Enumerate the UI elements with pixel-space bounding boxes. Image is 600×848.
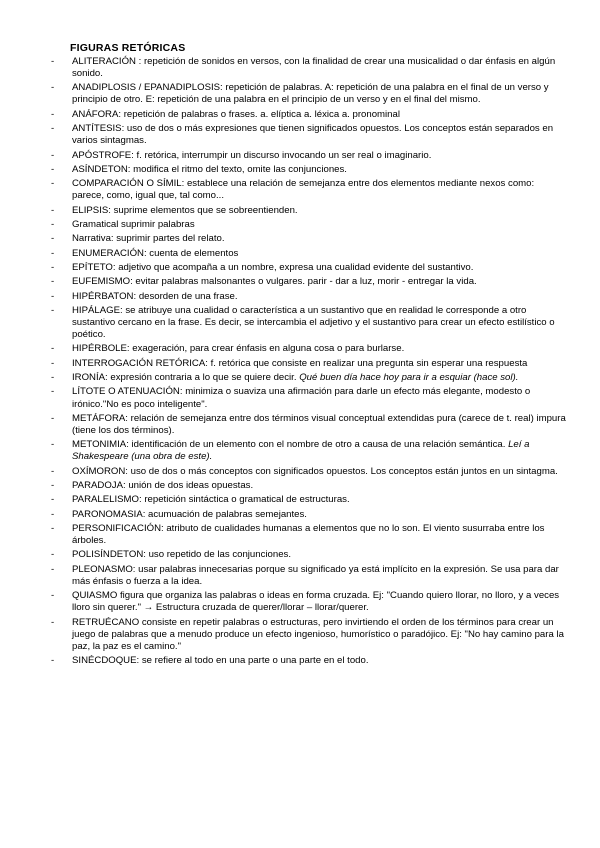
bullet-dash: - — [51, 412, 55, 424]
item-text: METÁFORA: relación de semejanza entre dos términos visual conceptual extendidas pura (carece de t. real) impura (tiene los dos términos). — [72, 412, 566, 436]
bullet-dash: - — [51, 218, 55, 230]
bullet-dash: - — [51, 479, 55, 491]
item-text: PARONOMASIA: acumuación de palabras semejantes. — [72, 508, 307, 520]
list-item — [0, 358, 600, 370]
figures-list — [0, 56, 600, 669]
list-item — [0, 219, 600, 231]
item-text: EUFEMISMO: evitar palabras malsonantes o vulgares. parir - dar a luz, morir - entregar la vida. — [72, 276, 477, 288]
item-example: Leí a Shakespeare (una obra de este). — [72, 439, 530, 463]
list-item — [0, 413, 600, 437]
list-item — [0, 248, 600, 260]
list-item — [0, 56, 600, 80]
item-text: PLEONASMO: usar palabras innecesarias porque su significado ya está implícito en la expresión. Se usa para dar más énfasis o fuerza a la idea. — [72, 563, 559, 587]
item-text: METONIMIA: identificación de un elemento con el nombre de otro a causa de una relación semántica. — [72, 439, 506, 451]
list-item — [0, 509, 600, 521]
item-example: Qué buen día hace hoy para ir a esquiar (hace sol). — [299, 372, 519, 384]
list-item — [0, 291, 600, 303]
list-item — [0, 150, 600, 162]
item-text: ANTÍTESIS: uso de dos o más expresiones que tienen significados opuestos. Los conceptos están separados en varios sintagmas. — [72, 123, 554, 147]
item-text: Narrativa: suprimir partes del relato. — [72, 233, 225, 245]
item-text: PARALELISMO: repetición sintáctica o gramatical de estructuras. — [72, 494, 350, 506]
bullet-dash: - — [51, 163, 55, 175]
bullet-dash: - — [51, 654, 55, 666]
item-text: HIPÉRBATON: desorden de una frase. — [72, 290, 238, 302]
item-text: POLISÍNDETON: uso repetido de las conjunciones. — [72, 549, 291, 561]
page-title: FIGURAS RETÓRICAS — [70, 42, 186, 54]
bullet-dash: - — [51, 523, 55, 535]
item-text: SINÉCDOQUE: se refiere al todo en una parte o una parte en el todo. — [72, 654, 369, 666]
list-item — [0, 372, 600, 384]
list-item — [0, 305, 600, 341]
item-text: PERSONIFICACIÓN: atributo de cualidades humanas a elementos que no lo son. El viento susurraba entre los árboles. — [72, 523, 545, 547]
bullet-dash: - — [51, 357, 55, 369]
list-item — [0, 466, 600, 478]
bullet-dash: - — [51, 372, 55, 384]
item-text: HIPÁLAGE: se atribuye una cualidad o característica a un sustantivo que en realidad le corresponde a otro sustantivo cercano en la frase. Es decir, se intercambia el adjetivo y el sustantivo para crear un efecto estilístico o poético. — [72, 305, 555, 341]
bullet-dash: - — [51, 82, 55, 94]
bullet-dash: - — [51, 56, 55, 67]
list-item — [0, 523, 600, 547]
list-item — [0, 233, 600, 245]
item-text: RETRUÉCANO consiste en repetir palabras o estructuras, pero invirtiendo el orden de los términos para crear un juego de palabras que a menudo produce un efecto ingenioso, humorístico o paradójico. Ej: "No hay camino para la paz, la paz es el camino." — [72, 616, 564, 652]
bullet-dash: - — [51, 305, 55, 316]
list-item — [0, 164, 600, 176]
bullet-dash: - — [51, 204, 55, 216]
list-item — [0, 386, 600, 410]
bullet-dash: - — [51, 590, 55, 602]
item-text: ALITERACIÓN : repetición de sonidos en versos, con la finalidad de crear una musicalidad o dar énfasis en algún sonido. — [72, 56, 556, 80]
bullet-dash: - — [51, 290, 55, 302]
item-text: EPÍTETO: adjetivo que acompaña a un nombre, expresa una cualidad evidente del sustantivo. — [72, 261, 474, 273]
list-item — [0, 549, 600, 561]
item-text: Gramatical suprimir palabras — [72, 218, 195, 230]
item-text: LÍTOTE O ATENUACIÓN: minimiza o suaviza una afirmación para darle un efecto más elegante, modesto o irónico."No es poco inteligente". — [72, 386, 531, 410]
bullet-dash: - — [51, 108, 55, 120]
item-text: PARADOJA: unión de dos ideas opuestas. — [72, 479, 254, 491]
list-item — [0, 590, 600, 614]
item-text: APÓSTROFE: f. retórica, interrumpir un discurso invocando un ser real o imaginario. — [72, 149, 432, 161]
item-text: INTERROGACIÓN RETÓRICA: f. retórica que consiste en realizar una pregunta sin esperar una respuesta — [72, 357, 528, 369]
item-text: COMPARACIÓN O SÍMIL: establece una relación de semejanza entre dos elementos mediante nexos como: parece, como, igual que, tal como... — [72, 178, 535, 202]
item-text: ELIPSIS: suprime elementos que se sobreentienden. — [72, 204, 298, 216]
item-text: ENUMERACIÓN: cuenta de elementos — [72, 247, 239, 259]
bullet-dash: - — [51, 178, 55, 190]
list-item — [0, 123, 600, 147]
bullet-dash: - — [51, 123, 55, 135]
list-item — [0, 439, 600, 463]
list-item — [0, 276, 600, 288]
item-text: ANÁFORA: repetición de palabras o frases. a. elíptica a. léxica a. pronominal — [72, 108, 400, 120]
list-item — [0, 480, 600, 492]
list-item — [0, 178, 600, 202]
list-item — [0, 343, 600, 355]
list-item — [0, 109, 600, 121]
bullet-dash: - — [51, 465, 55, 477]
item-text: IRONÍA: expresión contraria a lo que se quiere decir. — [72, 372, 297, 384]
list-item — [0, 205, 600, 217]
bullet-dash: - — [51, 616, 55, 628]
bullet-dash: - — [51, 494, 55, 506]
bullet-dash: - — [51, 247, 55, 259]
list-item — [0, 564, 600, 588]
list-item — [0, 494, 600, 506]
bullet-dash: - — [51, 149, 55, 161]
item-text: ANADIPLOSIS / EPANADIPLOSIS: repetición de palabras. A: repetición de una palabra en el final de un verso y principio de otro. E: repetición de una palabra en el principio de un verso y en el final del mismo. — [72, 82, 549, 106]
bullet-dash: - — [51, 508, 55, 520]
bullet-dash: - — [51, 261, 55, 273]
item-text: QUIASMO figura que organiza las palabras o ideas en forma cruzada. Ej: "Cuando quiero llorar, no lloro, y a veces lloro sin querer." → Estructura cruzada de querer/llorar – llorar/querer. — [72, 590, 560, 614]
list-item — [0, 262, 600, 274]
bullet-dash: - — [51, 549, 55, 561]
bullet-dash: - — [51, 386, 55, 398]
item-text: ASÍNDETON: modifica el ritmo del texto, omite las conjunciones. — [72, 163, 347, 175]
bullet-dash: - — [51, 343, 55, 355]
bullet-dash: - — [51, 276, 55, 288]
bullet-dash: - — [51, 563, 55, 575]
item-text: HIPÉRBOLE: exageración, para crear énfasis en alguna cosa o para burlarse. — [72, 343, 405, 355]
list-item — [0, 82, 600, 106]
bullet-dash: - — [51, 439, 55, 451]
item-text: OXÍMORON: uso de dos o más conceptos con significados opuestos. Los conceptos están juntos en un sintagma. — [72, 465, 558, 477]
list-item — [0, 655, 600, 667]
bullet-dash: - — [51, 233, 55, 245]
list-item — [0, 617, 600, 653]
